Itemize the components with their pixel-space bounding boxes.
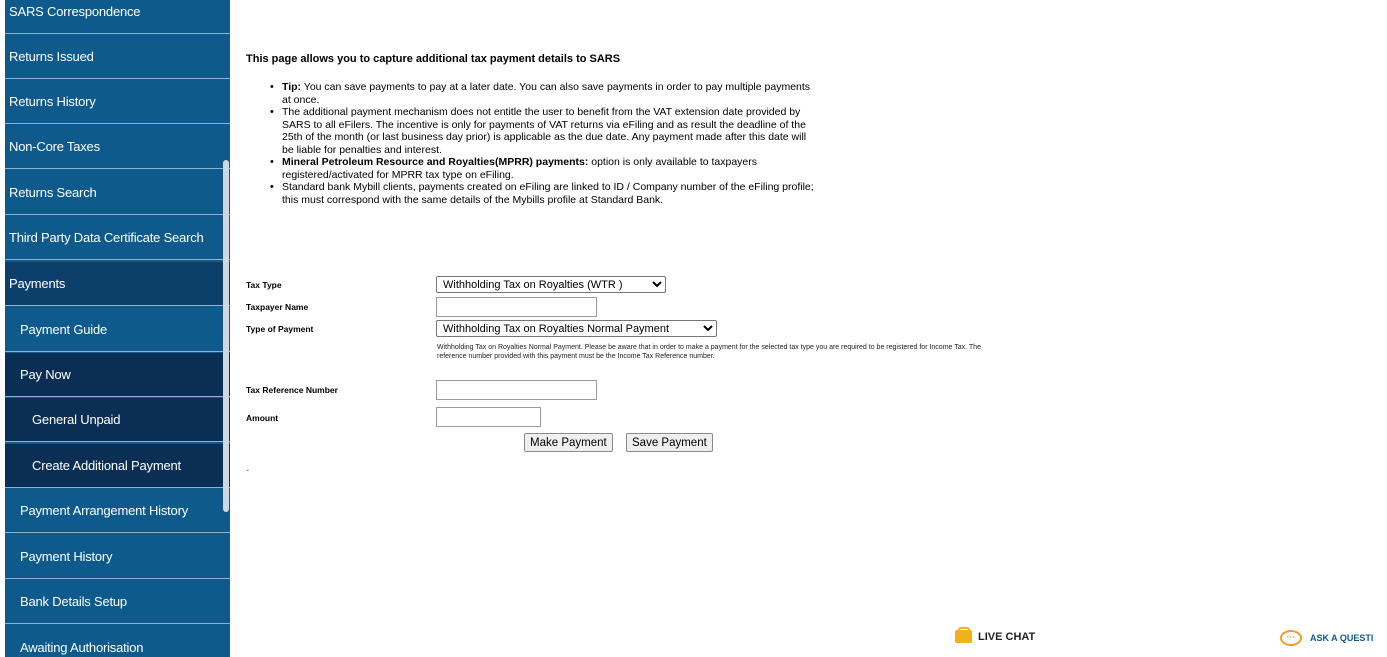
sidebar-item-label: SARS Correspondence: [9, 3, 141, 19]
tip-text: Standard bank Mybill clients, payments created on eFiling are linked to ID / Company number of the eFiling profile; this must correspond with the same details of the Mybills profile at Standard Bank.: [282, 181, 814, 206]
live-chat-label: LIVE CHAT: [978, 630, 1036, 643]
tip-item: [268, 106, 816, 156]
sidebar-item-sars-correspondence[interactable]: [5, 0, 230, 34]
tip-item: [268, 81, 816, 106]
sidebar-item-label: General Unpaid: [32, 411, 121, 427]
sidebar-item-returns-history[interactable]: [5, 80, 230, 124]
tip-text: The additional payment mechanism does not entitle the user to benefit from the VAT extension date provided by SARS to all eFilers. The incentive is only for payments of VAT returns via eFiling and as result the deadline of the 25th of the month (or last business day prior) is applicable as the due date. Any payment made after this date will be liable for penalties and interest.: [282, 106, 807, 156]
sidebar-item-non-core-taxes[interactable]: [5, 125, 230, 169]
sidebar-item-label: Returns Search: [9, 184, 97, 200]
sidebar-item-awaiting-authorisation[interactable]: [5, 626, 230, 657]
separator-dash: -: [246, 465, 249, 475]
sidebar-item-label: Non-Core Taxes: [9, 138, 100, 154]
sidebar-item-third-party-data[interactable]: [5, 216, 230, 260]
sidebar-item-label: Payment Guide: [20, 321, 108, 337]
tips-list: [268, 81, 816, 206]
sidebar-item-create-additional-payment[interactable]: [5, 444, 230, 488]
page-heading: This page allows you to capture additional tax payment details to SARS: [246, 53, 621, 65]
sidebar-item-label: Payment History: [20, 548, 113, 564]
sidebar-item-general-unpaid[interactable]: [5, 398, 230, 442]
sidebar-item-label: Create Additional Payment: [32, 457, 181, 473]
sidebar-item-label: Returns Issued: [9, 48, 94, 64]
taxpayer-name-label: Taxpayer Name: [246, 302, 309, 312]
tip-bold: Mineral Petroleum Resource and Royalties(MPRR) payments:: [282, 156, 589, 168]
sidebar-nav: [5, 0, 230, 657]
sidebar-item-bank-details-setup[interactable]: [5, 580, 230, 624]
speech-bubble-icon: ···: [1280, 630, 1302, 646]
tip-text: You can save payments to pay at a later date. You can also save payments in order to pay multiple payments at once.: [282, 81, 811, 106]
tax-reference-input[interactable]: [436, 380, 597, 400]
tip-item: [268, 156, 816, 181]
tip-text: option is only available to taxpayers registered/activated for MPRR tax type on eFiling.: [282, 156, 758, 181]
sidebar-item-returns-search[interactable]: [5, 171, 230, 215]
amount-label: Amount: [246, 413, 279, 423]
amount-input[interactable]: [436, 407, 541, 427]
payment-type-note: Withholding Tax on Royalties Normal Payment. Please be aware that in order to make a payment for the selected tax type you are required to be registered for Income Tax. The reference number provided with this payment must be the Income Tax Reference number.: [437, 344, 981, 360]
sidebar-item-label: Awaiting Authorisation: [20, 639, 144, 655]
save-payment-button[interactable]: Save Payment: [626, 433, 713, 452]
sidebar-item-returns-issued[interactable]: [5, 35, 230, 79]
tax-type-label: Tax Type: [246, 280, 282, 290]
tip-bold: Tip:: [282, 81, 302, 93]
sidebar-scrollbar[interactable]: [223, 160, 229, 512]
type-of-payment-select[interactable]: [436, 320, 717, 337]
type-of-payment-label: Type of Payment: [246, 324, 314, 334]
sidebar-item-label: Pay Now: [20, 366, 71, 382]
sidebar-item-label: Payment Arrangement History: [20, 502, 189, 518]
sidebar-item-label: Payments: [9, 275, 66, 291]
make-payment-button[interactable]: Make Payment: [524, 433, 613, 452]
sidebar-item-payment-guide[interactable]: [5, 308, 230, 352]
sidebar-item-payment-history[interactable]: [5, 535, 230, 579]
sidebar-item-payments[interactable]: [5, 262, 230, 306]
ask-question-link[interactable]: [1280, 630, 1373, 646]
sidebar-item-label: Third Party Data Certificate Search: [9, 229, 204, 245]
sidebar-item-label: Returns History: [9, 93, 96, 109]
taxpayer-name-input[interactable]: [436, 297, 597, 317]
sidebar-item-label: Bank Details Setup: [20, 593, 127, 609]
tax-reference-label: Tax Reference Number: [246, 385, 338, 395]
live-chat-link[interactable]: [955, 630, 1035, 643]
tip-item: [268, 181, 816, 206]
tax-type-select[interactable]: [436, 276, 666, 293]
sidebar-item-payment-arrangement-history[interactable]: [5, 489, 230, 533]
sidebar-item-pay-now[interactable]: [5, 353, 230, 397]
ask-question-label: ASK A QUESTI: [1310, 633, 1374, 643]
chat-briefcase-icon: [955, 630, 972, 643]
